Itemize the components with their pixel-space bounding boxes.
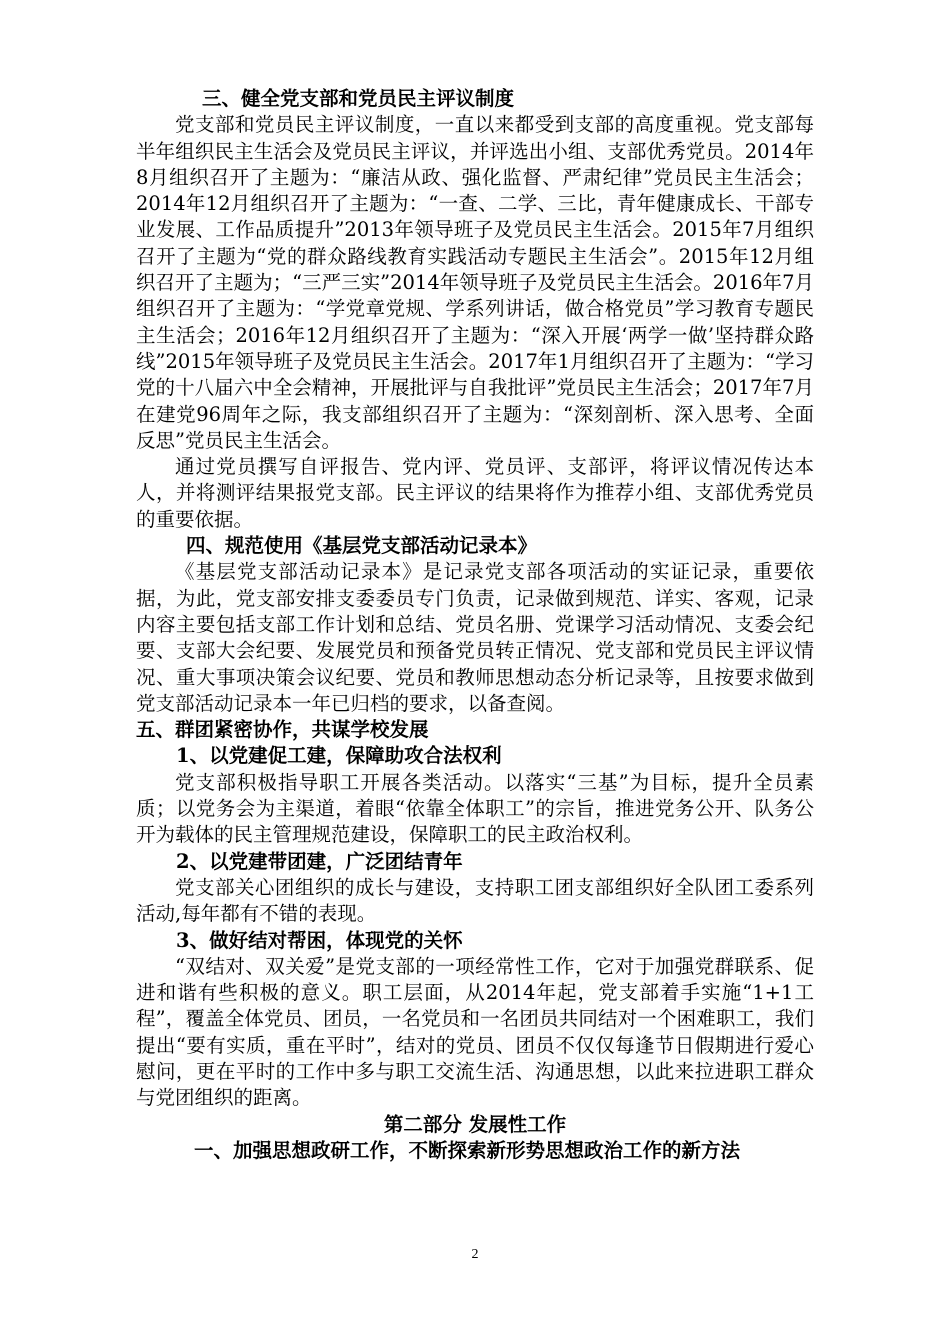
section-heading: 三、健全党支部和党员民主评议制度 — [202, 87, 515, 110]
document-body — [136, 86, 814, 1164]
part-heading: 第二部分 发展性工作 — [383, 1112, 567, 1136]
section-heading: 一、加强思想政研工作，不断探索新形势思想政治工作的新方法 — [194, 1138, 741, 1162]
section-heading: 五、群团紧密协作，共谋学校发展 — [136, 718, 429, 742]
paragraph: 《基层党支部活动记录本》是记录党支部各项活动的实证记录，重要依据，为此，党支部安排支委委员专门负责，记录做到规范、详实、客观，记录内容主要包括支部工作计划和总结、党员名册、党课学习活动情况、支委会纪要、支部大会纪要、发展党员和预备党员转正情况、党支部和党员民主评议情况、重大事项决策会议纪要、党员和教师思想动态分析记录等，且按要求做到党支部活动记录本一年已归档的要求，以备查阅。 — [136, 560, 814, 715]
paragraph: 党支部关心团组织的成长与建设，支持职工团支部组织好全队团工委系列活动,每年都有不错的表现。 — [136, 875, 814, 926]
subsection-heading: 1、以党建促工建，保障助攻合法权利 — [176, 744, 502, 768]
subsection-heading: 3、做好结对帮困，体现党的关怀 — [176, 928, 463, 952]
paragraph: 通过党员撰写自评报告、党内评、党员评、支部评，将评议情况传达本人，并将测评结果报党支部。民主评议的结果将作为推荐小组、支部优秀党员的重要依据。 — [136, 455, 814, 531]
paragraph: 党支部积极指导职工开展各类活动。以落实“三基”为目标，提升全员素质；以党务会为主渠道，着眼“依靠全体职工”的宗旨，推进党务公开、队务公开为载体的民主管理规范建设，保障职工的民主政治权利。 — [136, 770, 814, 847]
paragraph: “双结对、双关爱”是党支部的一项经常性工作，它对于加强党群联系、促进和谐有些积极的意义。职工层面，从2014年起，党支部着手实施“1+1工程”，覆盖全体党员、团员，一名党员和一名团员共同结对一个困难职工，我们提出“要有实质，重在平时”，结对的党员、团员不仅仅每逢节日假期进行爱心慰问，更在平时的工作中多与职工交流生活、沟通思想，以此来拉进职工群众与党团组织的距离。 — [136, 954, 814, 1110]
page-number: 2 — [471, 1247, 479, 1262]
section-heading: 四、规范使用《基层党支部活动记录本》 — [186, 534, 538, 558]
paragraph: 党支部和党员民主评议制度，一直以来都受到支部的高度重视。党支部每半年组织民主生活会及党员民主评议，并评选出小组、支部优秀党员。2014年8月组织召开了主题为：“廉洁从政、强化监督、严肃纪律”党员民主生活会；2014年12月组织召开了主题为：“一查、二学、三比，青年健康成长、干部专业发展、工作品质提升”2013年领导班子及党员民主生活会。2015年7月组织召开了主题为“党的群众路线教育实践活动专题民主生活会”。2015年12月组织召开了主题为；“三严三实”2014年领导班子及党员民主生活会。2016年7月组织召开了主题为：“学党章党规、学系列讲话，做合格党员”学习教育专题民主生活会；2016年12月组织召开了主题为：“深入开展‘两学一做’坚持群众路线”2015年领导班子及党员民主生活会。2017年1月组织召开了主题为：“学习党的十八届六中全会精神，开展批评与自我批评”党员民主生活会；2017年7月在建党96周年之际，我支部组织召开了主题为：“深刻剖析、深入思考、全面反思”党员民主生活会。 — [136, 113, 814, 452]
subsection-heading: 2、以党建带团建，广泛团结青年 — [176, 849, 463, 873]
